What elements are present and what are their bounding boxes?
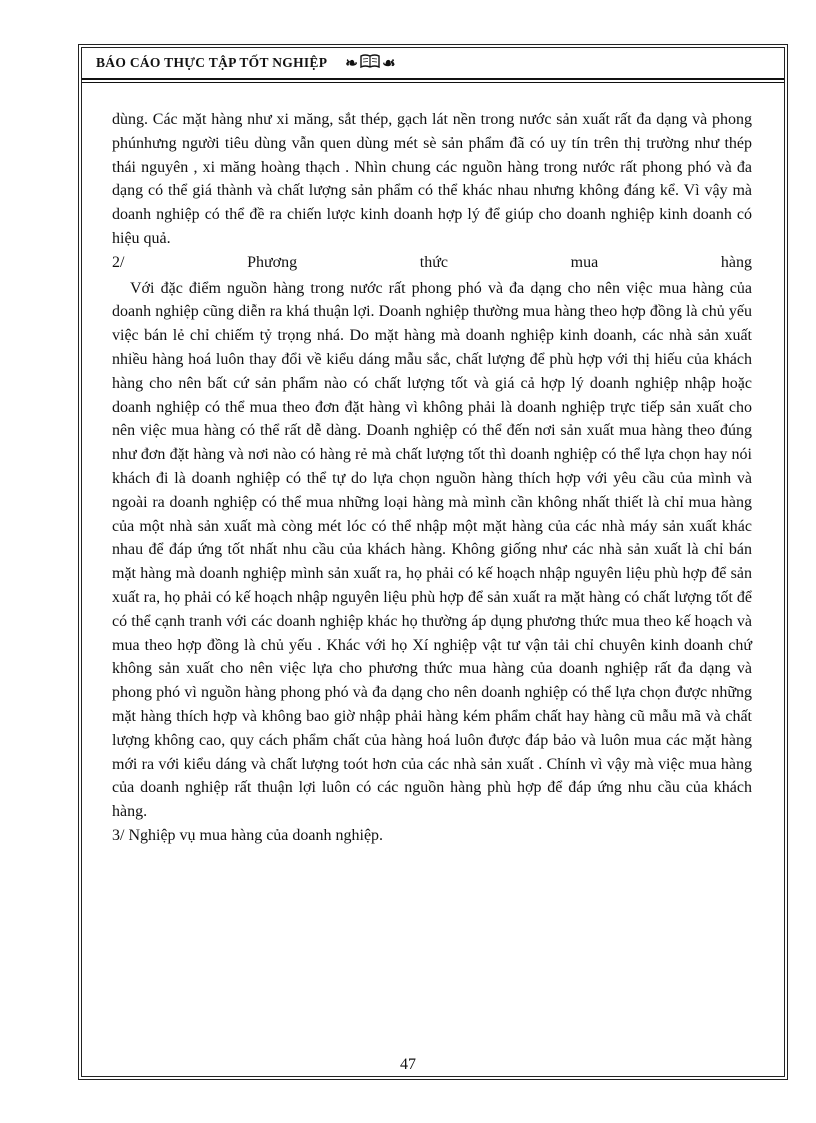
header-title: BÁO CÁO THỰC TẬP TỐT NGHIỆP: [96, 55, 328, 70]
fleuron-left-icon: ❧: [345, 55, 359, 72]
heading-2-word: mua: [570, 253, 599, 271]
header-rule-thin: [82, 82, 784, 83]
paragraph-1: dùng. Các mặt hàng như xi măng, sắt thép, gạch lát nền trong nước sản xuất rất đa dạng và phong phúnhưng người tiêu dùng vẫn quen dùng mét sè sản phẩm đã có uy tín trên thị trường như thép thái nguyên , xi măng hoàng thạch . Nhìn chung các nguồn hàng trong nước rất phong phó và đa dạng có thể giá thành và chất lượng sản phẩm có thể khác nhau nhưng không đáng kể. Vì vậy mà doanh nghiệp có thể đề ra chiến lược kinh doanh hợp lý để giúp cho doanh nghiệp kinh doanh có hiệu quả.: [112, 111, 752, 247]
book-icon: [360, 54, 380, 73]
section-heading-2: [112, 251, 752, 275]
heading-2-word: thức: [419, 253, 449, 271]
header-rule: [82, 78, 784, 80]
header-ornament: [345, 54, 396, 73]
heading-2-word: 2/: [112, 253, 125, 271]
fleuron-right-icon: ☙: [382, 55, 396, 72]
section-heading-3: 3/ Nghiệp vụ mua hàng của doanh nghiệp.: [112, 826, 384, 844]
page-number: 47: [400, 1056, 416, 1073]
heading-2-word: Phương: [247, 253, 298, 271]
paragraph-2: Với đặc điểm nguồn hàng trong nước rất phong phó và đa dạng cho nên việc mua hàng của doanh nghiệp cũng diễn ra khá thuận lợi. Doanh nghiệp thường mua hàng theo hợp đồng là chủ yếu việc bán lẻ chỉ chiếm tỷ trọng nhá. Do mặt hàng mà doanh nghiệp kinh doanh, các nhà sản xuất nhiều hàng hoá luôn thay đổi về kiểu dáng mẫu sắc, chất lượng để phù hợp với thị hiếu của khách hàng cho nên bất cứ sản phẩm nào có chất lượng tốt và giá cả hợp lý doanh nghiệp nhập hoặc doanh nghiệp có thể mua theo đơn đặt hàng vì không phải là doanh nghiệp trực tiếp sản xuất cho nên việc mua hàng có thể rất dễ dàng. Doanh nghiệp có thể đến nơi sản xuất mua hàng theo đúng như đơn đặt hàng và nơi nào có hàng rẻ mà chất lượng tốt thì doanh nghiệp có thể lựa chọn hay nói khách đi là doanh nghiệp có thể tự do lựa chọn nguồn hàng thích hợp với yêu cầu của mình và ngoài ra doanh nghiệp có thể mua những loại hàng mà mình cần không nhất thiết là chỉ mua hàng của một nhà sản xuất mà còng mét lóc có thể nhập một mặt hàng của các nhà máy sản xuất khác nhau để đáp ứng tốt nhất nhu cầu của khách hàng. Không giống như các nhà sản xuất là chỉ bán mặt hàng mà doanh nghiệp mình sản xuất ra, họ phải có kế hoạch nhập nguyên liệu phù hợp để sản xuất ra, họ phải có kế hoạch nhập nguyên liệu phù hợp để sản xuất ra mặt hàng có chất lượng tốt để có thể cạnh tranh với các doanh nghiệp khác họ thường áp dụng phương thức mua theo kế hoạch và mua theo hợp đồng là chủ yếu . Khác với họ Xí nghiệp vật tư vận tải chỉ chuyên kinh doanh chứ không sản xuất cho nên việc lựa cho phương thức mua hàng của doanh nghiệp rất đa dạng và phong phó vì nguồn hàng phong phó và đa dạng cho nên doanh nghiệp có thể lựa chọn được những mặt hàng thích hợp và không bao giờ nhập phải hàng kém phẩm chất hay hàng cũ mẫu mã và chất lượng không cao, quy cách phẩm chất của hàng hoá luôn được đáp bảo và luôn mua các mặt hàng mới ra với kiểu dáng và chất lượng toót hơn của các nhà sản xuất . Chính vì vậy mà việc mua hàng của doanh nghiệp rất thuận lợi luôn có các nguồn hàng phù hợp để đáp ứng nhu cầu của khách hàng.: [112, 279, 752, 821]
page-header: [96, 50, 396, 76]
heading-2-word: hàng: [720, 253, 752, 271]
page-content: [112, 108, 752, 848]
